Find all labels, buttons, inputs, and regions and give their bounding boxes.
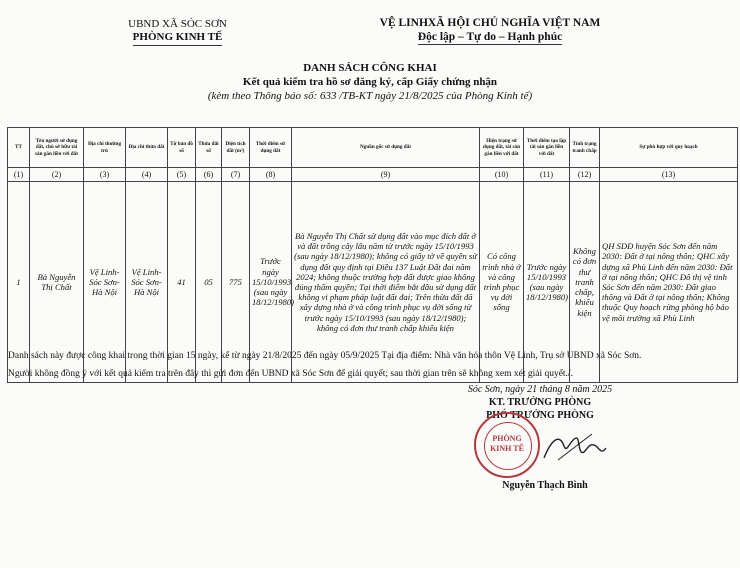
records-table: [7, 127, 738, 383]
seal-text: KINH TẾ: [490, 444, 524, 453]
col-header: Địa chỉ thửa đất: [126, 128, 168, 168]
column-number: (1): [8, 168, 30, 182]
table-header-row: [8, 128, 738, 168]
nation-name: VỆ LINHXÃ HỘI CHỦ NGHĨA VIỆT NAM: [379, 17, 601, 29]
land-use-origin: Bà Nguyễn Thị Chất sử dụng đất vào mục đích đất ở và đất trồng cây lâu năm từ trước ngày 15/10/1993 (sau ngày 18/12/1980); không có giấy tờ về quyền sử dụng đất quy định tại Điều 137 Luật Đất đai năm 2024; không thuộc trường hợp đất được giao không đúng thẩm quyền; Tại thời điểm bắt đầu sử dụng đất không vi phạm pháp luật đất đai; Trên thửa đất đã xây dựng nhà ở và công trình phục vụ đời sống từ trước ngày 15/10/1993 (sau ngày 18/12/1980); không có đơn thư tranh chấp khiếu kiện: [292, 182, 480, 383]
document-subtitle: Kết quả kiểm tra hồ sơ đăng ký, cấp Giấy chứng nhận: [242, 76, 498, 88]
seal-text: PHÒNG: [492, 434, 522, 443]
planning-compliance: QH SDĐ huyện Sóc Sơn đến năm 2030: Đất ở tại nông thôn; QHC xây dựng xã Phù Linh đến năm 2030: Đất ở tại nông thôn; QHC Đô thị vệ tinh Sóc Sơn đến năm 2030: Đất giao thông và Đất ở tại nông thôn; Không thuộc Quy hoạch rừng phòng hộ bảo vệ môi trường xã Phù Linh: [600, 182, 738, 383]
place-date: Sóc Sơn, ngày 21 tháng 8 năm 2025: [467, 384, 613, 395]
parcel-area: 775: [222, 182, 250, 383]
signatory-position: PHÓ TRƯỞNG PHÒNG: [486, 410, 594, 421]
publication-notice: Danh sách này được công khai trong thời gian 15 ngày, kể từ ngày 21/8/2025 đến ngày 05/9/2025 Tại địa điểm: Nhà văn hóa thôn Vệ Linh, Trụ sở UBND xã Sóc Sơn.: [8, 351, 642, 361]
col-header: Tình trạng tranh chấp: [570, 128, 600, 168]
col-header: Tờ bản đồ số: [168, 128, 196, 168]
column-number: (5): [168, 168, 196, 182]
issuing-authority: [95, 18, 260, 46]
current-status: Có công trình nhà ở và công trình phục vụ đời sống: [480, 182, 524, 383]
column-number-row: [8, 168, 738, 182]
parcel-number: 05: [196, 182, 222, 383]
column-number: (7): [222, 168, 250, 182]
authority-name: UBND XÃ SÓC SƠN: [128, 18, 227, 30]
column-number: (3): [84, 168, 126, 182]
national-motto: Độc lập – Tự do – Hạnh phúc: [417, 31, 563, 43]
column-number: (8): [250, 168, 292, 182]
land-use-time: Trước ngày 15/10/1993 (sau ngày 18/12/1980): [250, 182, 292, 383]
official-seal: [474, 412, 540, 478]
signer-name: Nguyễn Thạch Bình: [502, 480, 588, 491]
column-number: (9): [292, 168, 480, 182]
national-heading: [365, 16, 615, 45]
parcel-address: Vệ Linh-Sóc Sơn-Hà Nội: [126, 182, 168, 383]
department-name: PHÒNG KINH TẾ: [133, 31, 223, 46]
objection-notice: Người không đồng ý với kết quả kiểm tra trên đây thì gửi đơn đến UBND xã Sóc Sơn để giải quyết; sau thời gian trên sẽ không xem xét giải quyết./.: [8, 369, 573, 379]
document-reference: (kèm theo Thông báo số: 633 /TB-KT ngày 21/8/2025 của Phòng Kinh tế): [207, 90, 533, 102]
permanent-address: Vệ Linh-Sóc Sơn-Hà Nội: [84, 182, 126, 383]
asset-creation-time: Trước ngày 15/10/1993 (sau ngày 18/12/1980): [524, 182, 570, 383]
owner-name: Bà Nguyễn Thị Chất: [30, 182, 84, 383]
signatory-title: KT. TRƯỞNG PHÒNG: [488, 397, 592, 408]
column-number: (6): [196, 168, 222, 182]
column-number: (13): [600, 168, 738, 182]
col-header: TT: [8, 128, 30, 168]
column-number: (4): [126, 168, 168, 182]
map-sheet-number: 41: [168, 182, 196, 383]
column-number: (11): [524, 168, 570, 182]
dispute-status: Không có đơn thư tranh chấp, khiếu kiện: [570, 182, 600, 383]
handwritten-signature: [540, 428, 610, 468]
column-number: (12): [570, 168, 600, 182]
col-header: Thửa đất số: [196, 128, 222, 168]
col-header: Thời điểm sử dụng đất: [250, 128, 292, 168]
col-header: Sự phù hợp với quy hoạch: [600, 128, 738, 168]
col-header: Thời điểm tạo lập tài sản gắn liền với đất: [524, 128, 570, 168]
col-header: Tên người sử dụng đất, chủ sở hữu tài sản gắn liền với đất: [30, 128, 84, 168]
column-number: (10): [480, 168, 524, 182]
col-header: Diện tích đất (m²): [222, 128, 250, 168]
document-title: DANH SÁCH CÔNG KHAI: [303, 62, 437, 74]
col-header: Nguồn gốc sử dụng đất: [292, 128, 480, 168]
col-header: Địa chỉ thường trú: [84, 128, 126, 168]
column-number: (2): [30, 168, 84, 182]
col-header: Hiện trạng sử dụng đất, tài sản gắn liền với đất: [480, 128, 524, 168]
row-index: 1: [8, 182, 30, 383]
